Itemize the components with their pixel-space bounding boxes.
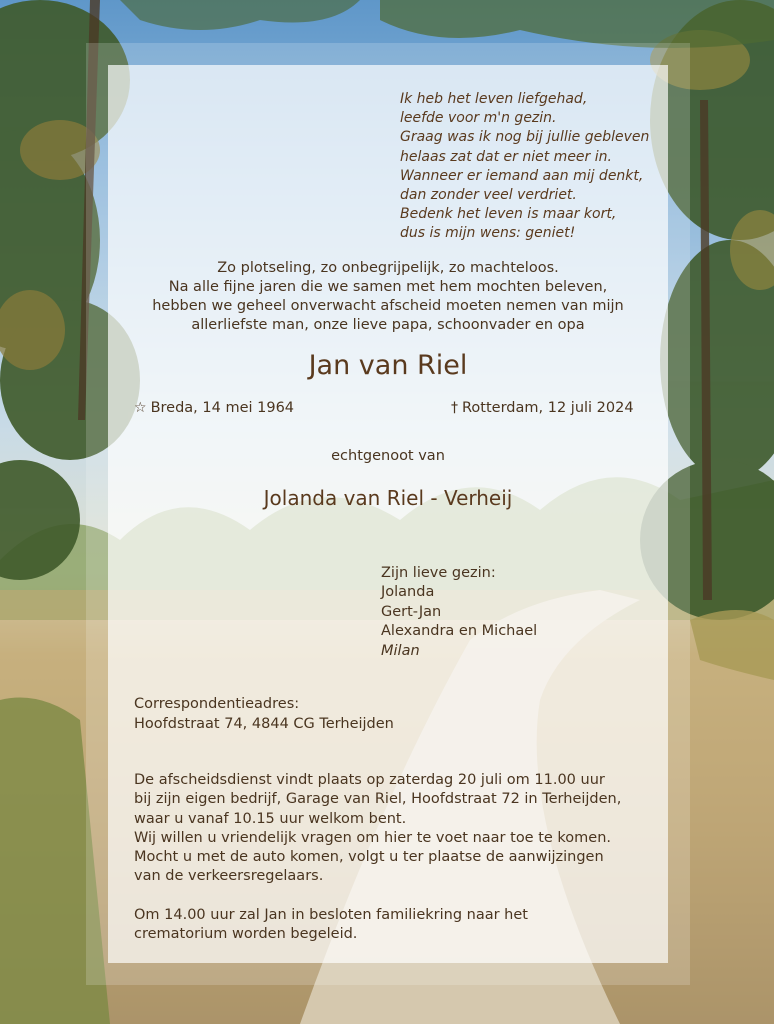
family-member: Alexandra en Michael xyxy=(381,623,538,640)
poem-line: dan zonder veel verdriet. xyxy=(400,187,577,204)
service-line: De afscheidsdienst vindt plaats op zaterdag 20 juli om 11.00 uur xyxy=(134,772,605,788)
service-line: Mocht u met de auto komen, volgt u ter plaatse de aanwijzingen xyxy=(134,849,604,866)
family-list xyxy=(381,564,537,661)
poem-line: dus is mijn wens: geniet! xyxy=(400,225,576,242)
family-member: Jolanda xyxy=(381,584,435,601)
deceased-name: Jan van Riel xyxy=(308,350,468,381)
family-grandchild: Milan xyxy=(381,642,420,659)
intro-line: allerliefste man, onze lieve papa, schoonvader en opa xyxy=(191,317,585,333)
correspondence-address xyxy=(134,695,394,734)
intro-line: Na alle fijne jaren die we samen met hem mochten beleven, xyxy=(168,279,608,295)
service-line: crematorium worden begeleid. xyxy=(134,926,358,943)
death-info xyxy=(451,400,634,416)
poem-line: Graag was ik nog bij jullie gebleven xyxy=(400,129,650,146)
family-heading: Zijn lieve gezin: xyxy=(381,565,496,581)
paragraph-spacer xyxy=(134,887,621,906)
relation-label: echtgenoot van xyxy=(331,448,445,464)
intro-text xyxy=(108,259,668,335)
family-member: Gert-Jan xyxy=(381,603,442,620)
service-line: waar u vanaf 10.15 uur welkom bent. xyxy=(134,810,407,827)
poem-line: leefde voor m'n gezin. xyxy=(400,110,557,127)
intro-line: hebben we geheel onverwacht afscheid moeten nemen van mijn xyxy=(152,298,624,314)
poem xyxy=(400,90,649,244)
address-label: Correspondentieadres: xyxy=(134,696,300,712)
service-info xyxy=(134,771,621,944)
service-line: Om 14.00 uur zal Jan in besloten familiekring naar het xyxy=(134,906,528,923)
poem-line: Ik heb het leven liefgehad, xyxy=(400,91,588,107)
service-line: Wij willen u vriendelijk vragen om hier te voet naar toe te komen. xyxy=(134,829,612,846)
intro-line: Zo plotseling, zo onbegrijpelijk, zo machteloos. xyxy=(217,260,559,276)
poem-line: Wanneer er iemand aan mij denkt, xyxy=(400,167,644,184)
address-value: Hoofdstraat 74, 4844 CG Terheijden xyxy=(134,715,394,732)
poem-line: Bedenk het leven is maar kort, xyxy=(400,206,617,223)
service-line: van de verkeersregelaars. xyxy=(134,868,324,885)
poem-line: helaas zat dat er niet meer in. xyxy=(400,148,612,165)
star-icon: ☆ xyxy=(134,400,147,416)
spouse-name: Jolanda van Riel - Verheij xyxy=(263,486,513,510)
birth-info xyxy=(134,400,294,416)
service-line: bij zijn eigen bedrijf, Garage van Riel, Hoofdstraat 72 in Terheijden, xyxy=(134,791,622,808)
cross-icon: † xyxy=(451,400,458,416)
birth-text: Breda, 14 mei 1964 xyxy=(150,400,295,416)
death-text: Rotterdam, 12 juli 2024 xyxy=(462,400,634,416)
